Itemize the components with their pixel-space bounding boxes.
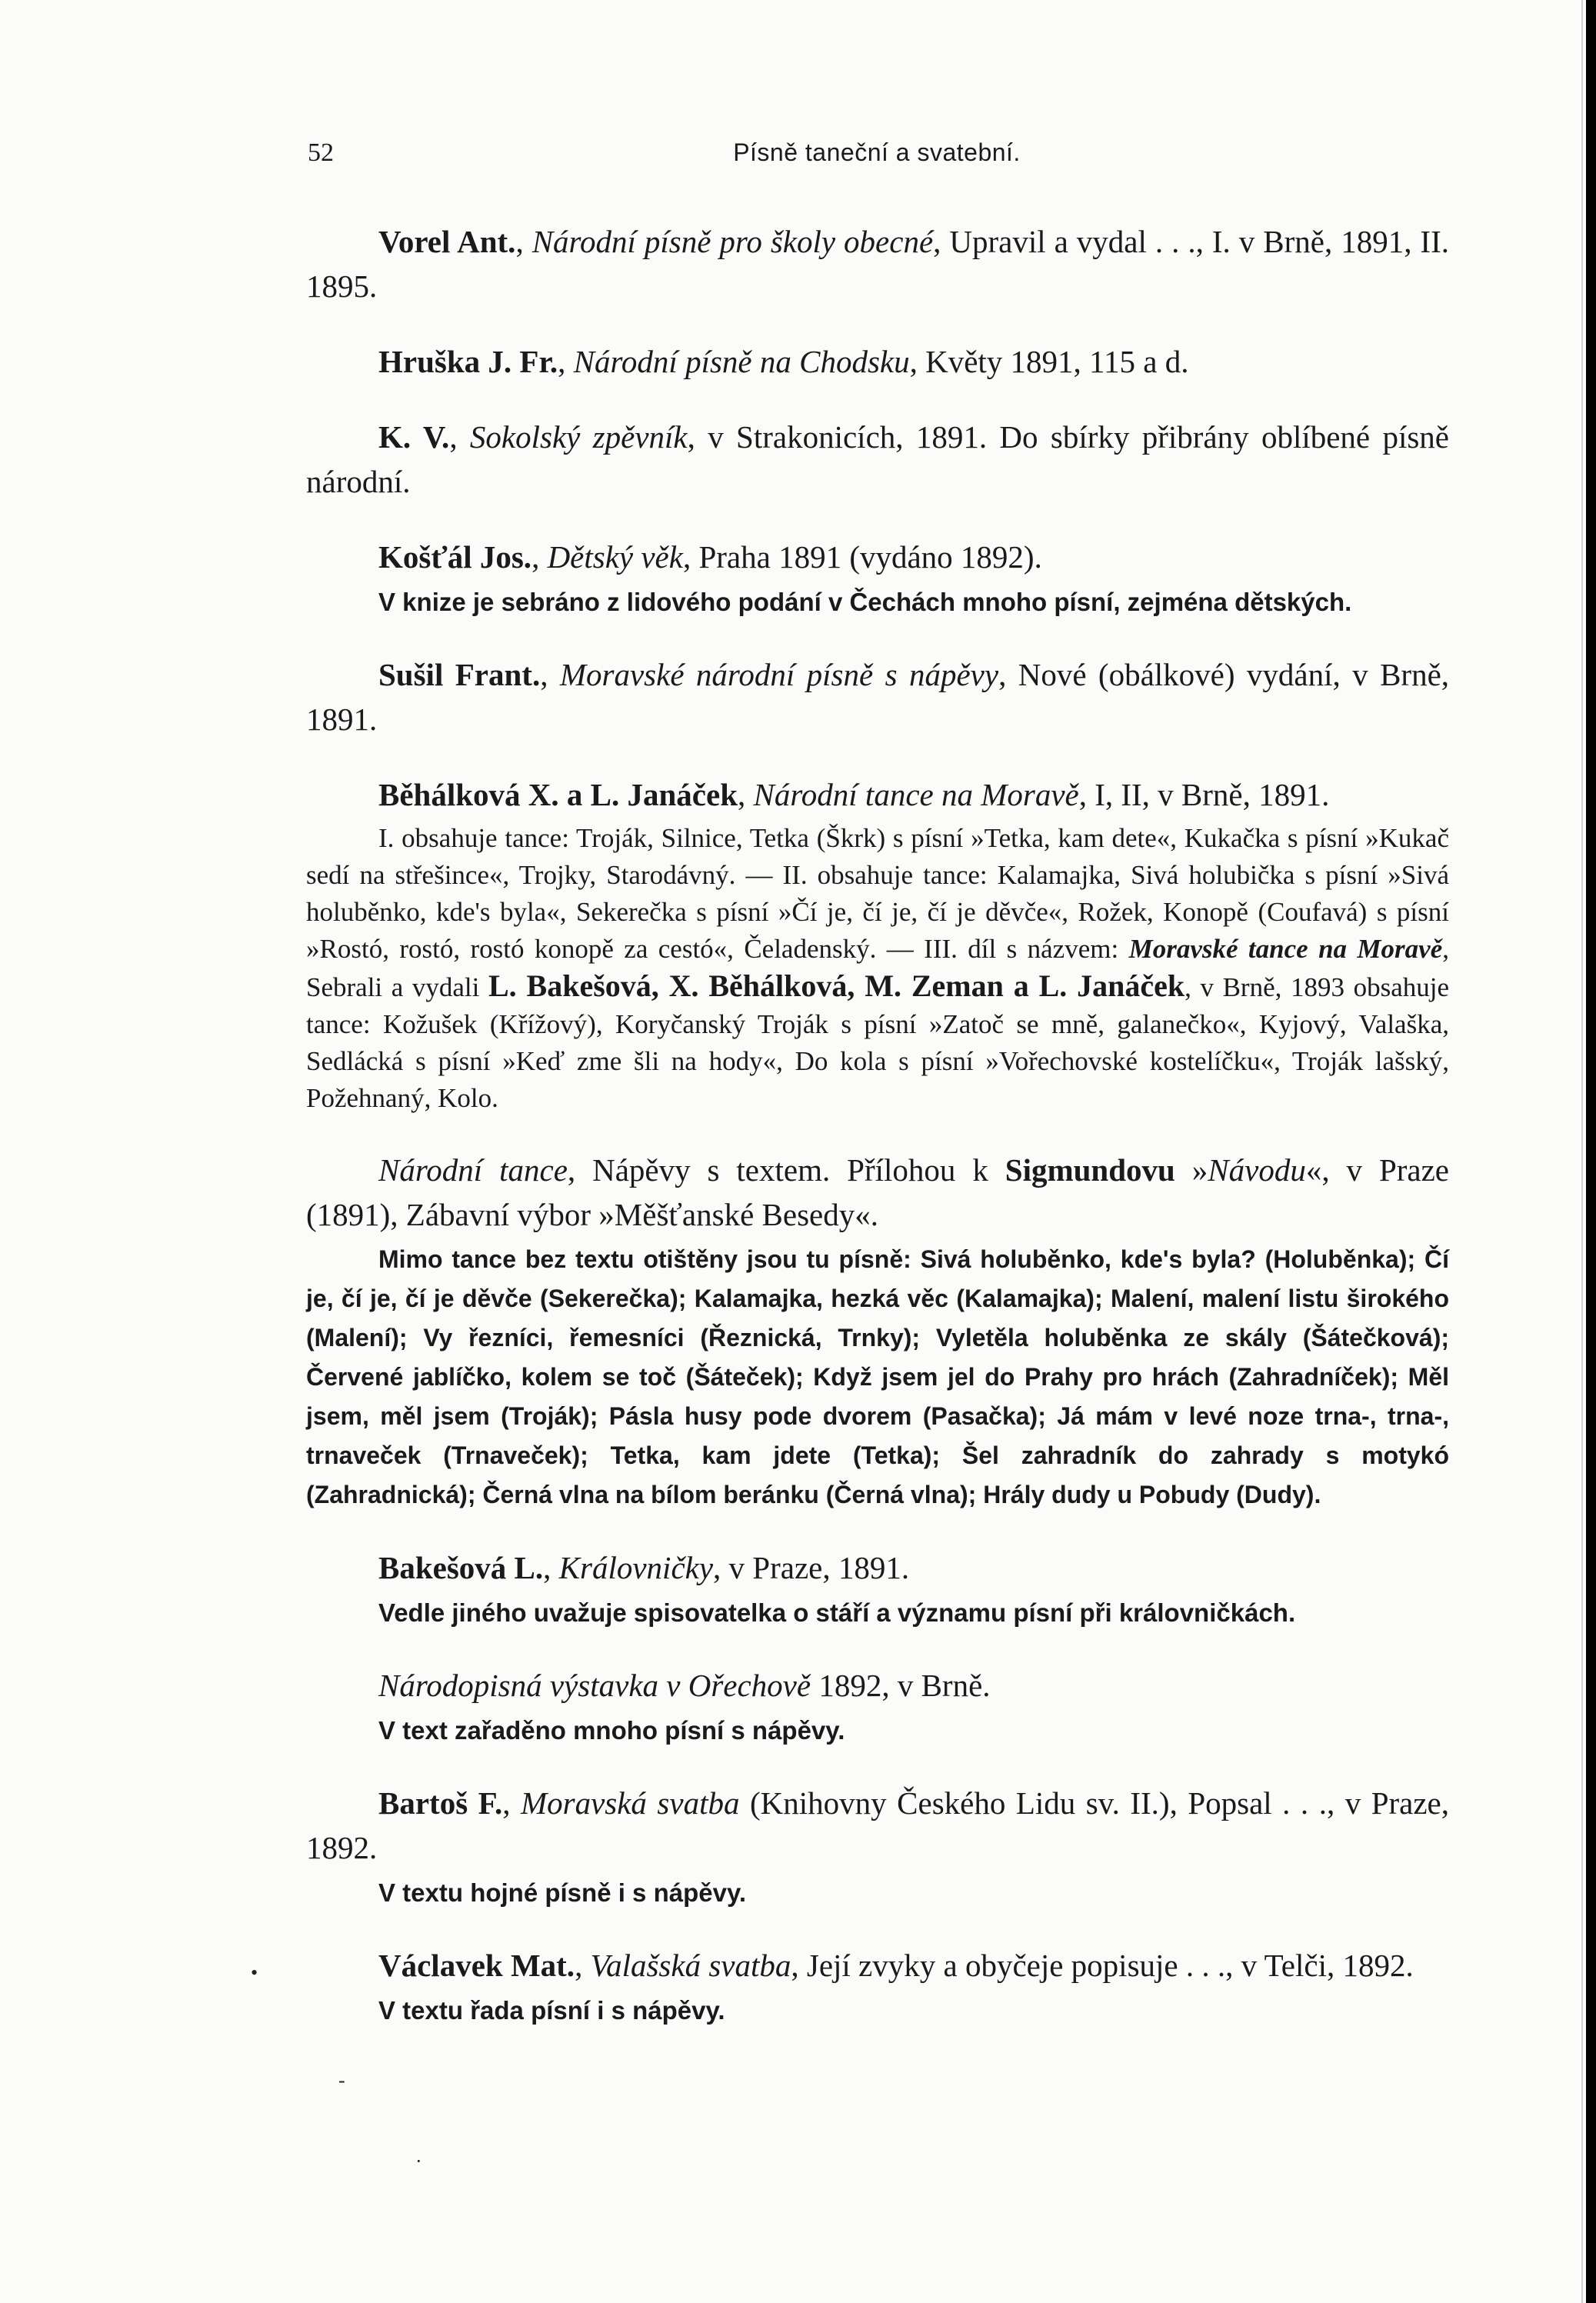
entry-details: 1892, v Brně. bbox=[811, 1668, 991, 1703]
bibliography-entry-susil bbox=[306, 652, 1449, 742]
entry-comma: , bbox=[540, 657, 560, 692]
entry-title: Národní tance na Moravě bbox=[753, 777, 1079, 812]
entry-author: Košťál Jos. bbox=[378, 539, 532, 575]
entry-title: Královničky bbox=[558, 1550, 714, 1585]
entry-author: Hruška J. Fr. bbox=[378, 344, 558, 379]
bibliography-entry-kv bbox=[306, 415, 1449, 504]
entry-author: Sušil Frant. bbox=[378, 657, 541, 692]
entry-title-2: Návodu bbox=[1208, 1152, 1306, 1188]
entry-title: Národní písně na Chodsku bbox=[573, 344, 910, 379]
entry-title: Sokolský zpěvník bbox=[469, 419, 688, 455]
entry-comma: , bbox=[575, 1948, 591, 1983]
entry-details: «, v Praze (1891), Zábavní výbor »Měšťanské Besedy«. bbox=[306, 1152, 1449, 1232]
bibliography-entry-bakesova bbox=[306, 1545, 1449, 1632]
entry-note: V text zařaděno mnoho písní s nápěvy. bbox=[378, 1716, 845, 1745]
entry-author: Bartoš F. bbox=[378, 1785, 503, 1821]
entry-title: Moravské národní písně s nápěvy bbox=[559, 657, 999, 692]
bibliography-entry-vaclavek bbox=[306, 1943, 1449, 2030]
entry-title: Národopisná výstavka v Ořechově bbox=[378, 1668, 811, 1703]
note-title: Moravské tance na Moravě bbox=[1128, 934, 1443, 964]
entry-details: , I, II, v Brně, 1891. bbox=[1078, 777, 1330, 812]
stray-mark: - bbox=[338, 2069, 345, 2091]
entry-comma: , bbox=[449, 419, 470, 455]
entry-details: , Květy 1891, 115 a d. bbox=[909, 344, 1189, 379]
entry-comma: , bbox=[738, 777, 754, 812]
entry-details: , Upravil a vydal . . ., I. v Brně, 1891, II. 1895. bbox=[306, 224, 1449, 304]
note-authors: L. Bakešová, X. Běhálková, M. Zeman a L. Janáček bbox=[488, 968, 1185, 1003]
bibliography-entry-kostal bbox=[306, 535, 1449, 622]
page-number: 52 bbox=[308, 138, 334, 167]
bibliography-entry-behalkova bbox=[306, 772, 1449, 1117]
bibliography-entry-vorel bbox=[306, 219, 1449, 308]
entry-note: Vedle jiného uvažuje spisovatelka o stáří a významu písní při královničkách. bbox=[378, 1598, 1296, 1627]
entry-details: , v Praze, 1891. bbox=[713, 1550, 910, 1585]
entry-title: Moravská svatba bbox=[520, 1785, 740, 1821]
entry-details: , Nápěvy s textem. Přílohou k bbox=[567, 1152, 1005, 1188]
entry-author: K. V. bbox=[378, 419, 450, 455]
bibliography-entry-vystavka bbox=[306, 1663, 1449, 1750]
note-text-c: , v Brně, 1893 obsahuje tance: Kožušek (Křížový), Koryčanský Troják s písní »Zatoč se mně, galanečko«, Kyjový, Valaška, Sedlácká s písní »Keď zme šli na hody«, Do kola s písní »Vořechovské kostelíčku«, Troják lašský, Požehnaný, Kolo. bbox=[306, 972, 1449, 1113]
entry-details: (Knihovny Českého Lidu sv. II.), Popsal . . ., v Praze, 1892. bbox=[306, 1785, 1450, 1865]
entry-author: Běhálková X. a L. Janáček bbox=[378, 777, 738, 812]
entry-author: Bakešová L. bbox=[378, 1550, 544, 1585]
margin-dot-mark: • bbox=[251, 1961, 258, 1984]
entry-details: , Nové (obálkové) vydání, v Brně, 1891. bbox=[306, 657, 1450, 737]
note-text-a: I. obsahuje tance: Troják, Silnice, Tetka (Škrk) s písní »Tetka, kam dete«, Kukačka s písní »Kukač sedí na střešince«, Trojky, Starodávný. — II. obsahuje tance: Kalamajka, Sivá holubička s písní »Sivá holuběnko, kde's byla«, Sekerečka s písní »Čí je, čí je, čí je děvče«, Rožek, Konopě (Coufavá) s písní »Rostó, rostó, rostó konopě za cestó«, Čeladenský. — III. díl s názvem: bbox=[306, 823, 1449, 964]
bibliography-entry-bartos bbox=[306, 1781, 1449, 1912]
entry-note: V textu hojné písně i s nápěvy. bbox=[378, 1878, 747, 1907]
entry-note: Mimo tance bez textu otištěny jsou tu písně: Sivá holuběnko, kde's byla? (Holuběnka); Čí je, čí je, čí je děvče (Sekerečka); Kalamajka, hezká věc (Kalamajka); Malení, malení listu širokého (Malení); Vy řezníci, řemesníci (Řeznická, Trnky); Vyletěla holuběnka ze skály (Šátečková); Červené jablíčko, kolem se toč (Šáteček); Když jsem jel do Prahy pro hrách (Zahradníček); Měl jsem, měl jsem (Troják); Pásla husy pode dvorem (Pasačka); Já mám v levé noze trna-, trna-, trnaveček (Trnaveček); Tetka, kam jdete (Tetka); Šel zahradník do zahrady s motykó (Zahradnická); Černá vlna na bílom beránku (Černá vlna); Hrály dudy u Pobudy (Dudy). bbox=[306, 1245, 1449, 1508]
entry-details: , Její zvyky a obyčeje popisuje . . ., v Telči, 1892. bbox=[791, 1948, 1414, 1983]
entry-title: Dětský věk bbox=[547, 539, 683, 575]
entry-author: Vorel Ant. bbox=[378, 224, 516, 259]
entry-note: V knize je sebráno z lidového podání v Čechách mnoho písní, zejména dětských. bbox=[378, 588, 1352, 616]
bibliography-list bbox=[306, 219, 1449, 2061]
entry-bold-name: Sigmundovu bbox=[1005, 1152, 1175, 1188]
entry-comma: , bbox=[531, 539, 548, 575]
entry-comma: , bbox=[502, 1785, 521, 1821]
entry-author: Václavek Mat. bbox=[378, 1948, 575, 1983]
entry-details: , Praha 1891 (vydáno 1892). bbox=[682, 539, 1042, 575]
entry-title: Národní písně pro školy obecné bbox=[531, 224, 934, 259]
running-title: Písně taneční a svatební. bbox=[733, 138, 1021, 166]
bibliography-entry-hruska bbox=[306, 339, 1449, 384]
entry-details: » bbox=[1175, 1152, 1208, 1188]
entry-title: Valašská svatba bbox=[590, 1948, 791, 1983]
stray-mark: · bbox=[415, 2150, 422, 2172]
entry-comma: , bbox=[515, 224, 532, 259]
page-edge-line bbox=[1581, 0, 1583, 2303]
entry-comma: , bbox=[543, 1550, 559, 1585]
entry-note bbox=[306, 820, 1449, 1117]
entry-comma: , bbox=[558, 344, 574, 379]
running-head bbox=[308, 138, 1446, 177]
entry-title: Národní tance bbox=[378, 1152, 568, 1188]
entry-details: , v Strakonicích, 1891. Do sbírky přibrány oblíbené písně národní. bbox=[306, 419, 1449, 499]
note-text-b: , Sebrali a vydali bbox=[306, 934, 1449, 1002]
bibliography-entry-narodni-tance bbox=[306, 1148, 1449, 1515]
entry-note: V textu řada písní i s nápěvy. bbox=[378, 1996, 725, 2025]
